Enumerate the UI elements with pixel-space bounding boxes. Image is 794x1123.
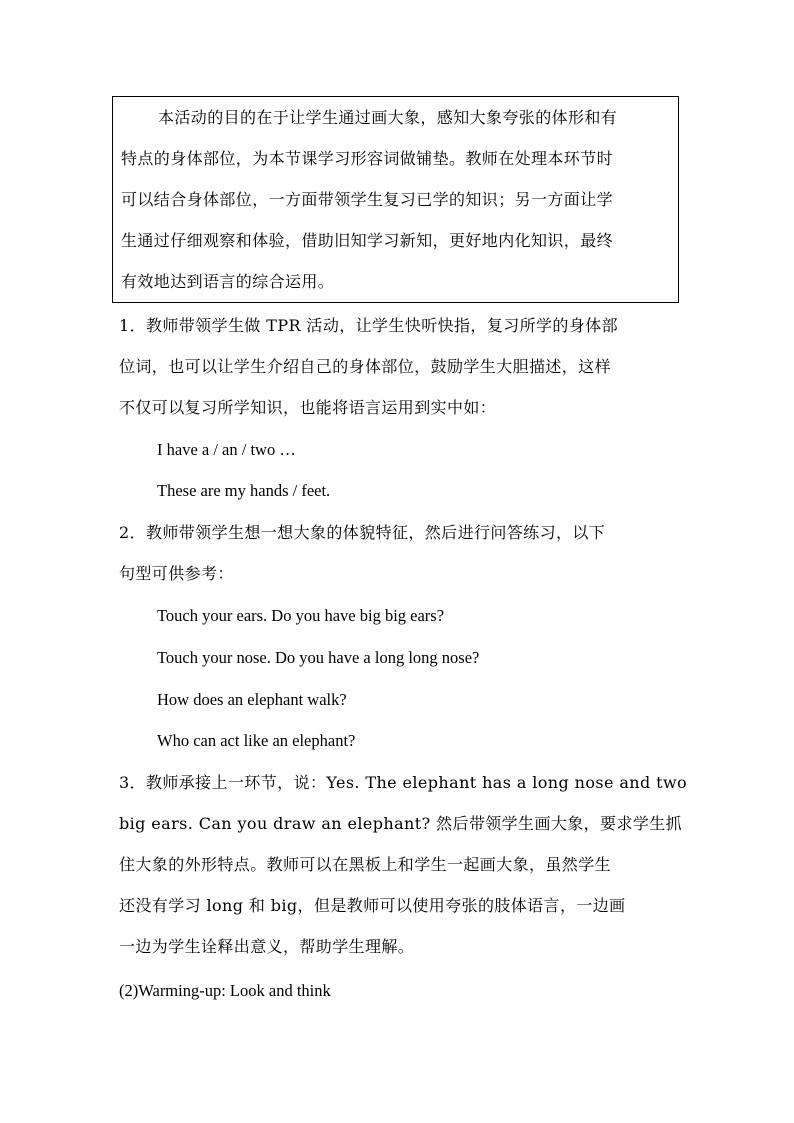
step-1-line-1: 1．教师带领学生做 TPR 活动，让学生快听快指，复习所学的身体部 [119, 316, 619, 335]
question-sentence-2: Touch your nose. Do you have a long long nose? [157, 648, 480, 667]
box-line-4: 生通过仔细观察和体验，借助旧知学习新知，更好地内化知识，最终 [121, 231, 614, 250]
question-sentence-4: Who can act like an elephant? [157, 731, 356, 750]
step-3-line-4: 还没有学习 long 和 big，但是教师可以使用夸张的肢体语言，一边画 [119, 896, 626, 915]
example-sentence-1: I have a / an / two … [157, 440, 296, 459]
box-line-5: 有效地达到语言的综合运用。 [121, 272, 335, 291]
section-heading-warming-up: (2)Warming-up: Look and think [119, 981, 331, 1000]
step-2-line-2: 句型可供参考： [119, 564, 234, 583]
step-3-line-2: big ears. Can you draw an elephant? 然后带领学生画大象，要求学生抓 [119, 814, 683, 833]
step-2-line-1: 2．教师带领学生想一想大象的体貌特征，然后进行问答练习，以下 [119, 523, 606, 542]
step-3-line-5: 一边为学生诠释出意义，帮助学生理解。 [119, 937, 415, 956]
step-1-line-3: 不仅可以复习所学知识，也能将语言运用到实中如： [119, 398, 497, 417]
step-3-line-3: 住大象的外形特点。教师可以在黑板上和学生一起画大象，虽然学生 [119, 855, 612, 874]
example-sentence-2: These are my hands / feet. [157, 481, 331, 500]
box-line-1: 本活动的目的在于让学生通过画大象，感知大象夸张的体形和有 [158, 108, 618, 127]
box-line-3: 可以结合身体部位，一方面带领学生复习已学的知识；另一方面让学 [121, 190, 614, 209]
step-3-line-1: 3．教师承接上一环节，说：Yes. The elephant has a long nose and two [119, 773, 688, 792]
question-sentence-3: How does an elephant walk? [157, 690, 347, 709]
step-1-line-2: 位词，也可以让学生介绍自己的身体部位，鼓励学生大胆描述，这样 [119, 357, 612, 376]
box-line-2: 特点的身体部位，为本节课学习形容词做铺垫。教师在处理本环节时 [121, 149, 614, 168]
question-sentence-1: Touch your ears. Do you have big big ears? [157, 606, 445, 625]
